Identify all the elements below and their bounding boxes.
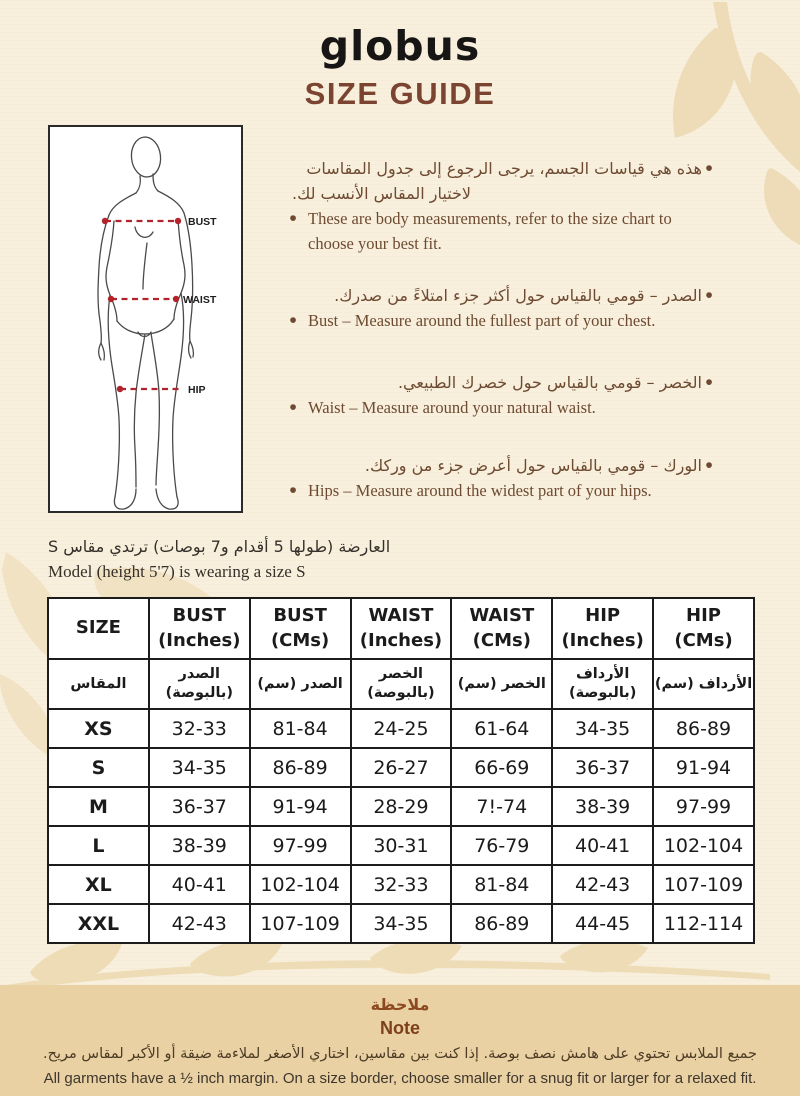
table-header-row-en — [48, 598, 754, 659]
measurement-cell: 36-37 — [149, 787, 250, 826]
measurement-cell: 38-39 — [552, 787, 653, 826]
bullet-icon: • — [705, 454, 713, 477]
bust-ar-text: الصدر – قومي بالقياس حول أكثر جزء امتلاءً من صدرك. — [334, 286, 702, 305]
measurement-cell: 102-104 — [250, 865, 351, 904]
waist-measure-line — [108, 294, 217, 306]
measurement-cell: 26-27 — [351, 748, 452, 787]
model-info — [48, 534, 728, 584]
note-body-en: All garments have a ½ inch margin. On a size border, choose smaller for a snug fit or larger for a relaxed fit. — [43, 1070, 757, 1087]
header-waist-inches-ar: الخصر (بالبوصة) — [351, 659, 452, 709]
body-measurement-diagram — [48, 125, 243, 513]
table-row — [48, 748, 754, 787]
measurement-cell: 40-41 — [149, 865, 250, 904]
table-row — [48, 709, 754, 748]
measurement-cell: 42-43 — [149, 904, 250, 943]
header-hip-cms: HIP (CMs) — [653, 598, 754, 659]
size-chart-table — [47, 597, 755, 944]
size-cell: XS — [48, 709, 149, 748]
header-hip-inches-ar: الأرداف (بالبوصة) — [552, 659, 653, 709]
bullet-icon: • — [289, 479, 297, 502]
measurement-cell: 32-33 — [351, 865, 452, 904]
intro-ar-line2: لاختيار المقاس الأنسب لك. — [292, 184, 472, 203]
measurement-cell: 7!-74 — [451, 787, 552, 826]
header-size-ar: المقاس — [48, 659, 149, 709]
table-row — [48, 787, 754, 826]
bullet-icon: • — [705, 371, 713, 394]
hip-label: HIP — [188, 384, 206, 396]
hip-ar-text: الورك – قومي بالقياس حول أعرض جزء من وركك. — [364, 456, 702, 475]
bust-bullet-ar — [286, 283, 716, 308]
measurement-cell: 91-94 — [653, 748, 754, 787]
table-row — [48, 904, 754, 943]
measurement-cell: 30-31 — [351, 826, 452, 865]
measurement-cell: 81-84 — [451, 865, 552, 904]
bust-en-text: Bust – Measure around the fullest part of your chest. — [308, 311, 656, 330]
bullet-icon: • — [705, 284, 713, 307]
waist-ar-text: الخصر – قومي بالقياس حول خصرك الطبيعي. — [397, 373, 702, 392]
measurement-cell: 32-33 — [149, 709, 250, 748]
waist-bullet-en — [286, 395, 716, 420]
measurement-cell: 86-89 — [451, 904, 552, 943]
size-cell: S — [48, 748, 149, 787]
note-section — [0, 985, 800, 1096]
measurement-cell: 34-35 — [351, 904, 452, 943]
female-figure-sketch — [98, 136, 193, 510]
model-info-en: Model (height 5'7) is wearing a size S — [48, 562, 306, 581]
waist-bullet-ar — [286, 370, 716, 395]
measurement-cell: 40-41 — [552, 826, 653, 865]
note-title-en: Note — [380, 1018, 420, 1038]
measurement-cell: 107-109 — [653, 865, 754, 904]
measurement-cell: 81-84 — [250, 709, 351, 748]
note-body-ar: جميع الملابس تحتوي على هامش نصف بوصة. إذا كنت بين مقاسين، اختاري الأصغر لملاءمة ضيقة أو الأكبر لمقاس مريح. — [43, 1046, 757, 1062]
header-bust-cms-ar: الصدر (سم) — [250, 659, 351, 709]
header-waist-cms: WAIST (CMs) — [451, 598, 552, 659]
measurement-cell: 44-45 — [552, 904, 653, 943]
hip-measure-line — [117, 384, 206, 396]
intro-bullets — [286, 156, 716, 256]
page-title: SIZE GUIDE — [304, 76, 496, 111]
bust-label: BUST — [188, 216, 217, 228]
hip-bullets — [286, 453, 716, 503]
measurement-cell: 38-39 — [149, 826, 250, 865]
waist-label: WAIST — [183, 294, 217, 306]
measurement-cell: 76-79 — [451, 826, 552, 865]
size-table-body — [48, 709, 754, 943]
measurement-cell: 34-35 — [552, 709, 653, 748]
brand-logo: globus — [319, 22, 481, 70]
hip-bullet-en — [286, 478, 716, 503]
measurement-cell: 36-37 — [552, 748, 653, 787]
header-waist-inches: WAIST (Inches) — [351, 598, 452, 659]
header-bust-inches: BUST (Inches) — [149, 598, 250, 659]
intro-bullet-en — [286, 206, 716, 256]
table-row — [48, 865, 754, 904]
measurement-cell: 107-109 — [250, 904, 351, 943]
hip-en-text: Hips – Measure around the widest part of your hips. — [308, 481, 652, 500]
measurement-cell: 86-89 — [653, 709, 754, 748]
measurement-cell: 66-69 — [451, 748, 552, 787]
measurement-cell: 97-99 — [653, 787, 754, 826]
header-hip-cms-ar: الأرداف (سم) — [653, 659, 754, 709]
measurement-cell: 28-29 — [351, 787, 452, 826]
size-cell: L — [48, 826, 149, 865]
size-cell: M — [48, 787, 149, 826]
measurement-cell: 97-99 — [250, 826, 351, 865]
measurement-cell: 42-43 — [552, 865, 653, 904]
bullet-icon: • — [705, 157, 713, 180]
measurement-cell: 61-64 — [451, 709, 552, 748]
waist-en-text: Waist – Measure around your natural waist. — [308, 398, 596, 417]
measurement-cell: 24-25 — [351, 709, 452, 748]
hip-bullet-ar — [286, 453, 716, 478]
bullet-icon: • — [289, 309, 297, 332]
header-hip-inches: HIP (Inches) — [552, 598, 653, 659]
bullet-icon: • — [289, 207, 297, 230]
bullet-icon: • — [289, 396, 297, 419]
intro-bullet-ar — [286, 156, 716, 206]
intro-en-text: These are body measurements, refer to the size chart to choose your best fit. — [308, 209, 672, 253]
instructions-list — [286, 156, 716, 530]
measurement-cell: 86-89 — [250, 748, 351, 787]
header-bust-cms: BUST (CMs) — [250, 598, 351, 659]
bust-bullet-en — [286, 308, 716, 333]
waist-bullets — [286, 370, 716, 420]
intro-ar-line1: هذه هي قياسات الجسم، يرجى الرجوع إلى جدول المقاسات — [306, 159, 702, 178]
model-info-ar: العارضة (طولها 5 أقدام و7 بوصات) ترتدي مقاس S — [48, 537, 391, 556]
measurement-cell: 91-94 — [250, 787, 351, 826]
header-bust-inches-ar: الصدر (بالبوصة) — [149, 659, 250, 709]
table-header-row-ar — [48, 659, 754, 709]
size-cell: XL — [48, 865, 149, 904]
table-row — [48, 826, 754, 865]
measurement-cell: 112-114 — [653, 904, 754, 943]
bust-bullets — [286, 283, 716, 333]
header-size: SIZE — [48, 598, 149, 659]
note-title-ar: ملاحظة — [370, 995, 430, 1014]
measurement-cell: 102-104 — [653, 826, 754, 865]
measurement-cell: 34-35 — [149, 748, 250, 787]
header-waist-cms-ar: الخصر (سم) — [451, 659, 552, 709]
size-cell: XXL — [48, 904, 149, 943]
bust-measure-line — [102, 216, 217, 228]
